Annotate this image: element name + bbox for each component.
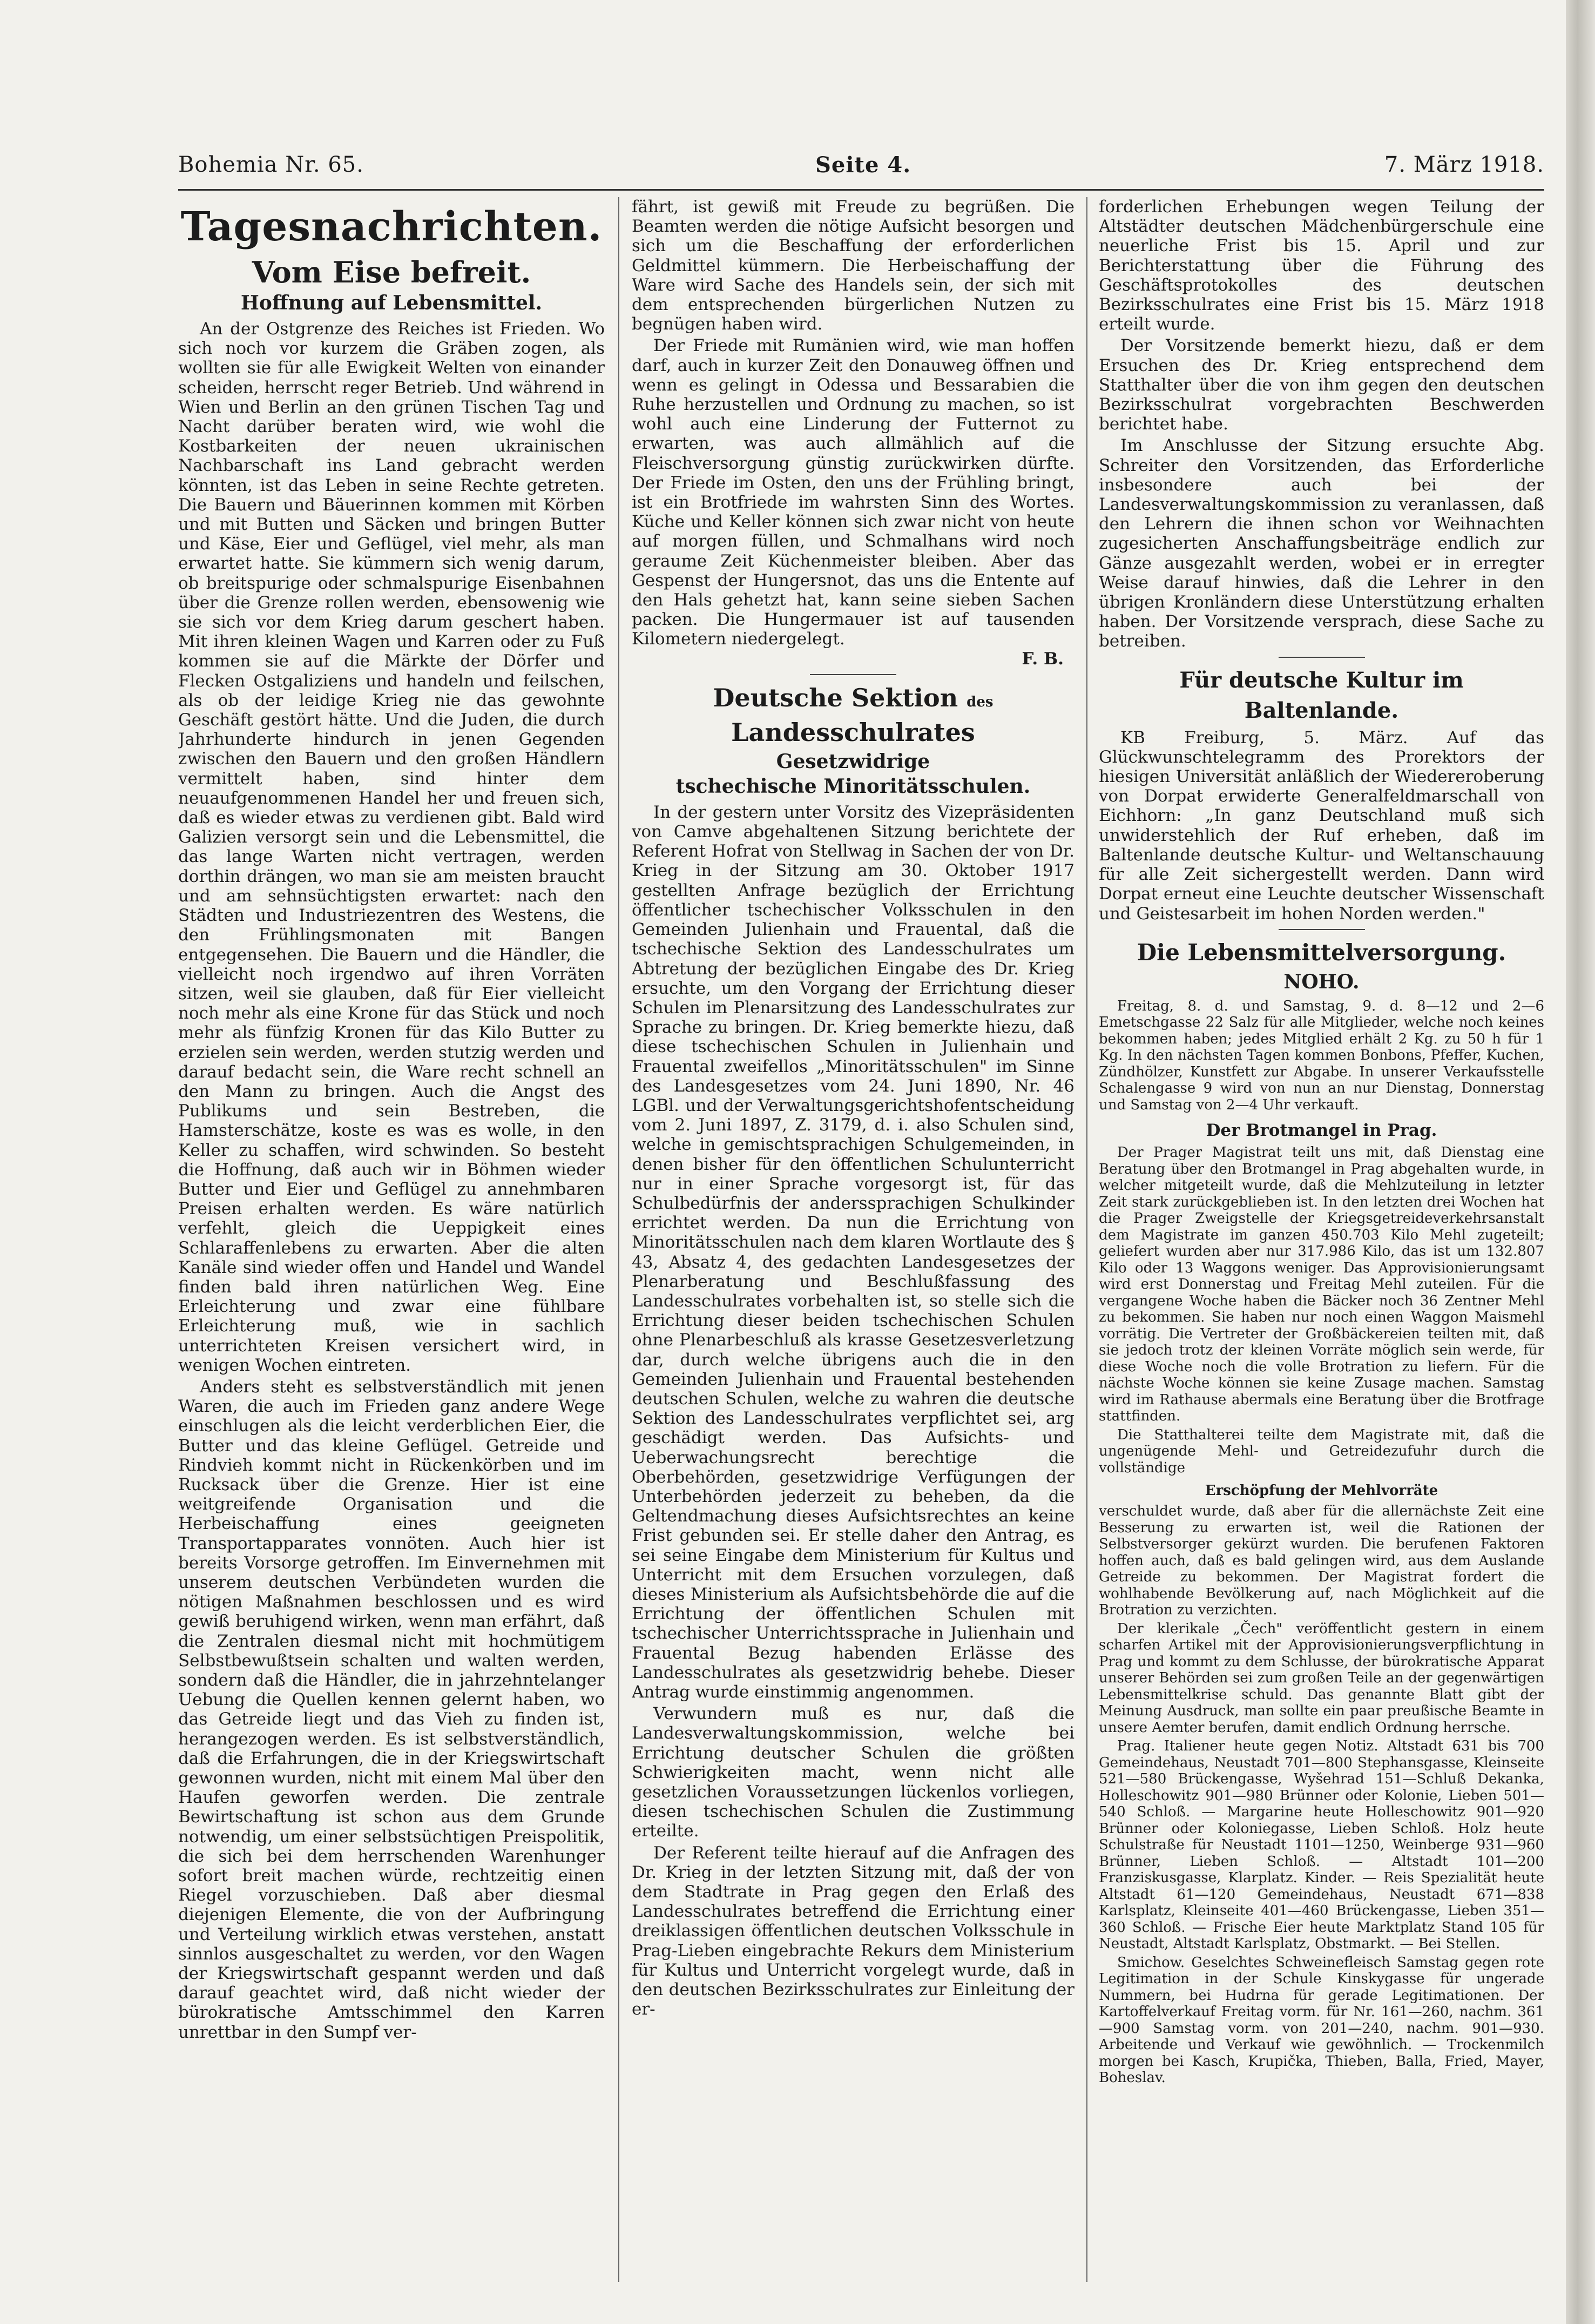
paragraph: Der Vorsitzende bemerkt hiezu, daß er dem Ersuchen des Dr. Krieg entsprechend dem Statthalter über die von ihm gegen den deutschen Bezirksschulrat vorgebrachten Beschwerden berichtet habe.: [1099, 336, 1544, 434]
article-subtitle: Gesetzwidrige: [776, 750, 930, 773]
notice-block: [1099, 998, 1544, 2086]
article-subtitle: Hoffnung auf Lebensmittel.: [240, 292, 543, 314]
paragraph: fährt, ist gewiß mit Freude zu begrüßen. Die Beamten werden die nötige Aufsicht besorgen und sich um die Beschaffung der erforderlichen Geldmittel kümmern. Die Herbeischaffung der Ware wird Sache des Handels sein, der sich mit dem entsprechenden bürgerlichen Nutzen zu begnügen haben wird.: [632, 197, 1074, 334]
header-rule: [178, 189, 1544, 191]
column-1: [178, 197, 605, 2282]
section-title: Tagesnachrichten.: [180, 204, 603, 250]
paragraph: Anders steht es selbstverständlich mit jenen Waren, die auch im Frieden ganz andere Wege einschlugen als die leicht verderblichen Eier, die Butter und das kleine Geflügel. Getreide und Rindvieh kommt nicht in Rückenkörben und im Rucksack über die Grenze. Hier ist eine weitgreifende Organisation und die Herbeischaffung eines geeigneten Transportapparates vonnöten. Auch hier ist bereits Vorsorge getroffen. Im Einvernehmen mit unserem deutschen Verbündeten wurden die nötigen Maßnahmen beschlossen und es wird gewiß beruhigend wirken, wenn man erfährt, daß die Zentralen diesmal nicht mit hochmütigem Selbstbewußtsein schalten und walten werden, sondern daß die Händler, die in jahrzehntelanger Uebung die Quellen kennen gelernt haben, wo das Getreide liegt und das Vieh zu finden ist, herangezogen werden. Es ist selbstverständlich, daß die Erfahrungen, die in der Kriegswirtschaft gewonnen wurden, nicht mit einem Mal über den Haufen geworfen werden. Die zentrale Bewirtschaftung ist schon aus dem Grunde notwendig, um einer selbstsüchtigen Preispolitik, die sich bei dem herrschenden Warenhunger sofort breit machen würde, rechtzeitig einen Riegel vorzuschieben. Daß aber diesmal diejenigen Elemente, die von der Aufbringung und Verteilung wirklich etwas verstehen, anstatt sinnlos ausgeschaltet zu werden, vor den Wagen der Kriegswirtschaft gespannt werden und daß darauf geachtet wird, daß nicht wieder der bürokratische Amtsschimmel den Karren unrettbar in den Sumpf ver-: [178, 1377, 605, 2042]
column-3: [1099, 197, 1544, 2282]
section-title-des: des: [967, 693, 994, 710]
paragraph: Verwundern muß es nur, daß die Landesverwaltungskommission, welche bei Errichtung deutscher Schulen die größten Schwierigkeiten macht, wenn nicht alle gesetzlichen Voraussetzungen lückenlos vorliegen, diesen tschechischen Schulen die Zustimmung erteilte.: [632, 1704, 1074, 1841]
paragraph: An der Ostgrenze des Reiches ist Frieden. Wo sich noch vor kurzem die Gräben zogen, als wollten sie für alle Ewigkeit Welten von einander scheiden, herrscht reger Betrieb. Und während in Wien und Berlin an den grünen Tischen Tag und Nacht darüber beraten wird, wie wohl die Kostbarkeiten der neuen ukrainischen Nachbarschaft ins Land gebracht werden könnten, ist das Leben in seine Rechte getreten. Die Bauern und Bäuerinnen kommen mit Körben und mit Butten und Säcken und bringen Butter und Käse, Eier und Geflügel, viel mehr, als man erwartet hatte. Sie kümmern sich wenig darum, ob breitspurige oder schmalspurige Eisenbahnen über die Grenze rollen werden, ebensowenig wie sie sich vor dem Krieg darum geschert haben. Mit ihren kleinen Wagen und Karren oder zu Fuß kommen sie auf die Märkte der Dörfer und Flecken Ostgaliziens und handeln und feilschen, als ob der leidige Krieg nie das gewohnte Geschäft gestört hätte. Und die Juden, die durch Jahrhunderte hindurch in jenen Gegenden zwischen den Bauern und den großen Händlern vermittelt haben, sind hinter dem neuaufgenommenen Handel her und freuen sich, daß es wieder etwas zu verdienen gibt. Bald wird Galizien versorgt sein und die Lebensmittel, die das lange Warten nicht vertragen, werden dorthin drängen, wo man sie am meisten braucht und am sehnsüchtigsten erwartet: nach den Städten und Industriezentren des Westens, die den Frühlingsmonaten mit Bangen entgegensehen. Die Bauern und die Händler, die vielleicht noch irgendwo auf ihren Vorräten sitzen, weil sie glauben, daß für Eier vielleicht noch mehr als eine Krone für das Stück und noch mehr als fünfzig Kronen für das Kilo Butter zu erzielen sein werden, werden stutzig werden und darauf bedacht sein, die Ware recht schnell an den Mann zu bringen. Auch die Angst des Publikums und sein Bestreben, die Hamsterschätze, koste es was es wolle, in den Keller zu schaffen, wird schwinden. So besteht die Hoffnung, daß auch wir in Böhmen wieder Butter und Eier und Geflügel zu annehmbaren Preisen erhalten werden. Es wäre natürlich verfehlt, gleich die Ueppigkeit eines Schlaraffenlebens zu erwarten. Aber die alten Kanäle sind wieder offen und Handel und Wandel finden bald ihren natürlichen Weg. Eine Erleichterung und zwar eine fühlbare Erleichterung muß, wie in sachlich unterrichteten Kreisen versichert wird, in wenigen Wochen eintreten.: [178, 319, 605, 1375]
paragraph: Der Referent teilte hierauf auf die Anfragen des Dr. Krieg in der letzten Sitzung mit, daß der von dem Stadtrate in Prag gegen den Erlaß des Landesschulrates betreffend die Errichtung einer dreiklassigen öffentlichen deutschen Volksschule in Prag-Lieben eingebrachte Rekurs dem Ministerium für Kultus und Unterricht vorgelegt wurde, daß in den deutschen Bezirksschulrates zur Einleitung der er-: [632, 1843, 1074, 2019]
paragraph: verschuldet wurde, daß aber für die allernächste Zeit eine Besserung zu erwarten ist, weil die Rationen der Selbstversorger gekürzt wurden. Die berufenen Faktoren hoffen auch, daß es bald gelingen wird, aus dem Auslande Getreide zu bekommen. Der Magistrat fordert die wohlhabende Bevölkerung auf, nach Möglichkeit auf die Brotration zu verzichten.: [1099, 1503, 1544, 1619]
paragraph: Die Statthalterei teilte dem Magistrate mit, daß die ungenügende Mehl- und Getreidezufuhr durch die vollständige: [1099, 1426, 1544, 1476]
article-title: [632, 683, 1074, 747]
paragraph: Freitag, 8. d. und Samstag, 9. d. 8—12 und 2—6 Emetschgasse 22 Salz für alle Mitglieder, welche noch keines bekommen haben; jedes Mitglied erhält 2 Kg. zu 50 h für 1 Kg. In den nächsten Tagen kommen Bonbons, Pfeffer, Kuchen, Zündhölzer, Kunstfett zur Abgabe. In unserer Verkaufsstelle Schalengasse 9 wird von nun an nur Dienstag, Donnerstag und Samstag von 2—4 Uhr verkauft.: [1099, 998, 1544, 1113]
paragraph: Der klerikale „Čech" veröffentlicht gestern in einem scharfen Artikel mit der Approvisionierungsverpflichtung in Prag und kommt zu dem Schlusse, der bürokratische Apparat unserer Behörden sei zum großen Teile an der gegenwärtigen Lebensmittelkrise schuld. Das genannte Blatt gibt der Meinung Ausdruck, man sollte ein paar preußische Beamte in unsere Aemter berufen, damit endlich Ordnung herrsche.: [1099, 1620, 1544, 1736]
article-subtitle: Erschöpfung der Mehlvorräte: [1205, 1483, 1438, 1499]
article-title: Die Lebensmittelversorgung.: [1137, 939, 1506, 966]
paragraph: Smichow. Geselchtes Schweinefleisch Samstag gegen rote Legitimation in der Schule Kinskygasse für ungerade Nummern, bei Hudrna für gerade Legitimationen. Der Kartoffelverkauf Freitag vorm. für Nr. 161—260, nachm. 361—900 Samstag vorm. von 201—240, nachm. 901—930. Arbeitende und Verkauf wie gewöhnlich. — Trockenmilch morgen bei Kasch, Krupička, Thieben, Balla, Fried, Mayer, Boheslav.: [1099, 1954, 1544, 2086]
divider: [1279, 657, 1365, 658]
column-2: [632, 197, 1074, 2282]
paragraph: In der gestern unter Vorsitz des Vizepräsidenten von Camve abgehaltenen Sitzung berichtete der Referent Hofrat von Stellwag in Sachen der von Dr. Krieg in der Sitzung am 30. Oktober 1917 gestellten Anfrage bezüglich der Errichtung öffentlicher tschechischer Volksschulen in den Gemeinden Julienhain und Frauental, daß die tschechische Sektion des Landesschulrates um Abtretung der bezüglichen Eingabe des Dr. Krieg ersuchte, um den Vorgang der Errichtung dieser Schulen im Plenarsitzung des Landesschulrates zur Sprache zu bringen. Dr. Krieg bemerkte hiezu, daß diese tschechischen Schulen in Julienhain und Frauental zweifellos „Minoritätsschulen" im Sinne des Landesgesetzes vom 24. Juni 1890, Nr. 46 LGBl. und der Verwaltungsgerichtshofentscheidung vom 2. Juni 1897, Z. 3179, d. i. also Schulen sind, welche in gemischtsprachigen Schulgemeinden, in denen bisher für den öffentlichen Schulunterricht nur in einer Sprache vorgesorgt ist, für das Schulbedürfnis der anderssprachigen Schulkinder errichtet werden. Da nun die Errichtung von Minoritätsschulen nach dem klaren Wortlaute des § 43, Absatz 4, des gedachten Landesgesetzes der Plenarberatung und Beschlußfassung des Landesschulrates vorbehalten ist, so stelle sich die Errichtung dieser beiden tschechischen Schulen ohne Plenarbeschluß als krasse Gesetzesverletzung dar, durch welche übrigens auch die in den Gemeinden Julienhain und Frauental bestehenden deutschen Schulen, welche zu wahren die deutsche Sektion des Landesschulrates verpflichtet sei, arg geschädigt werden. Das Aufsichts- und Ueberwachungsrecht berechtige die Oberbehörden, gesetzwidrige Verfügungen der Unterbehörden jederzeit zu beheben, da die Geltendmachung dieses Aufsichtsrechtes an keine Frist gebunden sei. Er stelle daher den Antrag, es sei seine Eingabe dem Ministerium für Kultus und Unterricht mit dem Ersuchen vorzulegen, daß dieses Ministerium als Aufsichtsbehörde die auf die Errichtung der öffentlichen Schulen mit tschechischer Unterrichtssprache in Julienhain und Frauental Bezug habenden Erlässe des Landesschulrates als gesetzwidrig behebe. Dieser Antrag wurde einstimmig angenommen.: [632, 802, 1074, 1702]
article-title: Vom Eise befreit.: [252, 255, 531, 289]
page-edge: [1566, 0, 1595, 2324]
column-rule-2: [1086, 197, 1087, 2282]
section-title-part-b: Landesschulrates: [731, 717, 975, 747]
paragraph: KB Freiburg, 5. März. Auf das Glückwunschtelegramm des Prorektors der hiesigen Universität anläßlich der Wiedereroberung von Dorpat erwiderte Generalfeldmarschall von Eichhorn: „In ganz Deutschland muß sich unwiderstehlich der Ruf erheben, daß im Baltenlande deutsche Kultur- und Weltanschauung für alle Zeit sichergestellt werden. Dann wird Dorpat erneut eine Leuchte deutscher Wissenschaft und Geistesarbeit im hohen Norden werden.": [1099, 727, 1544, 924]
paragraph: Der Prager Magistrat teilt uns mit, daß Dienstag eine Beratung über den Brotmangel in Prag abgehalten wurde, in welcher mitgeteilt wurde, daß die Mehlzuteilung in letzter Zeit stark zurückgeblieben ist. In den letzten drei Wochen hat die Prager Zweigstelle der Kriegsgetreideverkehrsanstalt dem Magistrate im ganzen 450.703 Kilo Mehl zugeteilt; geliefert wurden aber nur 317.986 Kilo, das ist um 132.807 Kilo oder 13 Waggons weniger. Das Approvisionierungsamt wird erst Donnerstag und Freitag Mehl zuteilen. Für die vergangene Woche haben die Bäcker noch 36 Zentner Mehl zu bekommen. Sie haben nur noch einen Waggon Maismehl vorrätig. Die Vertreter der Großbäckereien teilten mit, daß sie jedoch trotz der kleinen Vorräte möglich sein werde, für diese Woche noch die volle Brotration zu liefern. Für die nächste Woche können sie keine Zusage machen. Samstag wird im Rathause abermals eine Beratung über die Brotfrage stattfinden.: [1099, 1144, 1544, 1425]
header-issue: Bohemia Nr. 65.: [178, 152, 364, 177]
column-rule-1: [618, 197, 619, 2282]
paragraph: Der Friede mit Rumänien wird, wie man hoffen darf, auch in kurzer Zeit den Donauweg öffnen und wenn es gelingt in Odessa und Bessarabien die Ruhe herzustellen und Ordnung zu machen, so ist wohl auch eine Linderung der Futternot zu erwarten, was auch allmählich auf die Fleischversorgung günstig zurückwirken dürfte. Der Friede im Osten, den uns der Frühling bringt, ist ein Brotfriede im wahrsten Sinn des Wortes. Küche und Keller können sich zwar nicht von heute auf morgen füllen, und Schmalhans wird noch geraume Zeit Küchenmeister bleiben. Aber das Gespenst der Hungersnot, das uns die Entente auf den Hals gehetzt hat, kann seine sieben Sachen packen. Die Hungermauer ist auf tausenden Kilometern niedergelegt.: [632, 336, 1074, 649]
paragraph: Im Anschlusse der Sitzung ersuchte Abg. Schreiter den Vorsitzenden, das Erforderliche insbesondere auch bei der Landesverwaltungskommission zu veranlassen, daß den Lehrern die ihnen schon vor Weihnachten zugesicherten Anschaffungsbeiträge endlich zur Gänze ausgezahlt werden, wobei er in erregter Weise darauf hinwies, daß die Lehrer in den übrigen Kronländern diese Unterstützung erhalten haben. Der Vorsitzende versprach, diese Sache zu betreiben.: [1099, 436, 1544, 651]
header-page-number: Seite 4.: [815, 152, 911, 178]
page-header: [178, 152, 1544, 185]
header-date: 7. März 1918.: [1384, 152, 1544, 177]
signature: F. B.: [1022, 649, 1064, 669]
divider: [1279, 929, 1365, 930]
article-subtitle: tschechische Minoritätsschulen.: [675, 774, 1031, 798]
article-title: Der Brotmangel in Prag.: [1206, 1121, 1437, 1141]
section-title-part-a: Deutsche Sektion: [713, 683, 958, 712]
paragraph: forderlichen Erhebungen wegen Teilung der Altstädter deutschen Mädchenbürgerschule eine neuerliche Frist bis 15. April und zur Berichterstattung über die Führung des Geschäftsprotokolles des deutschen Bezirksschulrates eine Frist bis 15. März 1918 erteilt wurde.: [1099, 197, 1544, 334]
article-subtitle: NOHO.: [1283, 970, 1360, 993]
divider: [810, 674, 896, 675]
article-title: Für deutsche Kultur im Baltenlande.: [1179, 667, 1464, 723]
paragraph: Prag. Italiener heute gegen Notiz. Altstadt 631 bis 700 Gemeindehaus, Neustadt 701—800 Stephansgasse, Kleinseite 521—580 Brückengasse, Wyšehrad 151—Schluß Dekanka, Holleschowitz 901—980 Brünner oder Kolonie, Lieben 501—540 Schloß. — Margarine heute Holleschowitz 901—920 Brünner oder Koloniegasse, Lieben Schloß. Holz heute Schulstraße für Neustadt 1101—1250, Weinberge 931—960 Brünner, Lieben Schloß. — Altstadt 101—200 Franziskusgasse, Klarplatz. Kinder. — Reis Spezialität heute Altstadt 61—120 Gemeindehaus, Neustadt 671—838 Karlsplatz, Kleinseite 401—460 Brückengasse, Lieben 351—360 Schloß. — Frische Eier heute Marktplatz Stand 105 für Neustadt, Altstadt Karlsplatz, Obstmarkt. — Bei Stellen.: [1099, 1738, 1544, 1952]
